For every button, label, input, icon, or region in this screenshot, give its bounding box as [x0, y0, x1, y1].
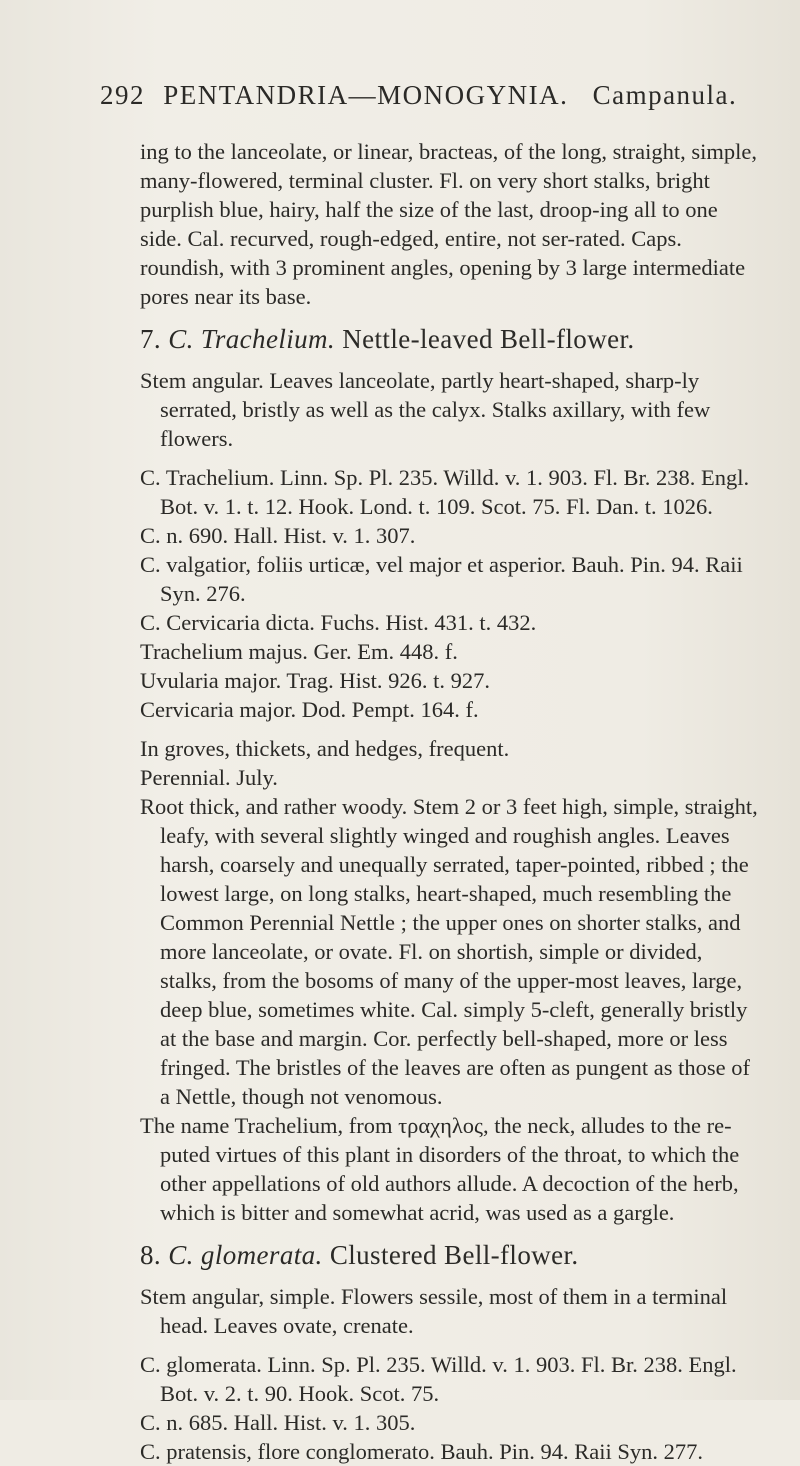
- species-8-synonym: C. glomerata. Linn. Sp. Pl. 235. Willd. v. 1. 903. Fl. Br. 238. Engl. Bot. v. 2. t. 90. Hook. Scot. 75.: [140, 1352, 737, 1406]
- species-7-synonym: C. Trachelium. Linn. Sp. Pl. 235. Willd. v. 1. 903. Fl. Br. 238. Engl. Bot. v. 1. t. 12. Hook. Lond. t. 109. Scot. 75. Fl. Dan. t. 1026.: [140, 465, 750, 519]
- species-7-description: Stem angular. Leaves lanceolate, partly heart-shaped, sharp-ly serrated, bristly as well as the calyx. Stalks axillary, with few flowers.: [140, 368, 711, 451]
- species-7-synonym: Cervicaria major. Dod. Pempt. 164. f.: [140, 697, 479, 722]
- page-body: [0, 137, 800, 1466]
- species-7-duration: Perennial. July.: [140, 765, 278, 790]
- species-8-description: Stem angular, simple. Flowers sessile, most of them in a terminal head. Leaves ovate, crenate.: [140, 1284, 728, 1338]
- continuation-paragraph: ing to the lanceolate, or linear, bracteas, of the long, straight, simple, many-flowered, terminal cluster. Fl. on very short stalks, bright purplish blue, hairy, half the size of the last, droop-ing all to one side. Cal. recurved, rough-edged, entire, not ser-rated. Caps. roundish, with 3 prominent angles, opening by 3 large intermediate pores near its base.: [140, 139, 758, 309]
- species-7-common-name: Nettle-leaved Bell-flower.: [342, 324, 635, 354]
- species-7-synonym: C. Cervicaria dicta. Fuchs. Hist. 431. t. 432.: [140, 610, 537, 635]
- species-7-synonym: Trachelium majus. Ger. Em. 448. f.: [140, 639, 458, 664]
- page-header: [100, 80, 790, 111]
- species-7-name-paragraph: The name Trachelium, from τραχηλος, the neck, alludes to the re-puted virtues of this plant in disorders of the throat, to which the other appellations of old authors allude. A decoction of the herb, which is bitter and somewhat acrid, was used as a gargle.: [140, 1113, 740, 1225]
- species-8-heading: [0, 1241, 800, 1270]
- species-7-name: C. Trachelium.: [168, 324, 336, 354]
- species-7-synonym: Uvularia major. Trag. Hist. 926. t. 927.: [140, 668, 490, 693]
- species-7-heading: [0, 325, 800, 354]
- page-number: 292: [100, 80, 145, 110]
- running-title: PENTANDRIA—MONOGYNIA.: [163, 80, 569, 110]
- species-7-number: 7.: [140, 324, 162, 354]
- species-8-synonym: C. pratensis, flore conglomerato. Bauh. Pin. 94. Raii Syn. 277.: [140, 1439, 704, 1464]
- species-8-number: 8.: [140, 1240, 162, 1270]
- species-7-habitat: In groves, thickets, and hedges, frequent.: [140, 736, 510, 761]
- species-8-synonym: C. n. 685. Hall. Hist. v. 1. 305.: [140, 1410, 416, 1435]
- genus-title: Campanula.: [592, 80, 738, 110]
- species-7-synonym: C. n. 690. Hall. Hist. v. 1. 307.: [140, 523, 416, 548]
- species-7-root-paragraph: Root thick, and rather woody. Stem 2 or 3 feet high, simple, straight, leafy, with several slightly winged and roughish angles. Leaves harsh, coarsely and unequally serrated, taper-pointed, ribbed ; the lowest large, on long stalks, heart-shaped, much resembling the Common Perennial Nettle ; the upper ones on shorter stalks, and more lanceolate, or ovate. Fl. on shortish, simple or divided, stalks, from the bosoms of many of the upper-most leaves, large, deep blue, sometimes white. Cal. simply 5-cleft, generally bristly at the base and margin. Cor. perfectly bell-shaped, more or less fringed. The bristles of the leaves are often as pungent as those of a Nettle, though not venomous.: [140, 794, 758, 1109]
- species-8-name: C. glomerata.: [168, 1240, 323, 1270]
- species-8-common-name: Clustered Bell-flower.: [329, 1240, 579, 1270]
- species-7-synonym: C. valgatior, foliis urticæ, vel major et asperior. Bauh. Pin. 94. Raii Syn. 276.: [140, 552, 743, 606]
